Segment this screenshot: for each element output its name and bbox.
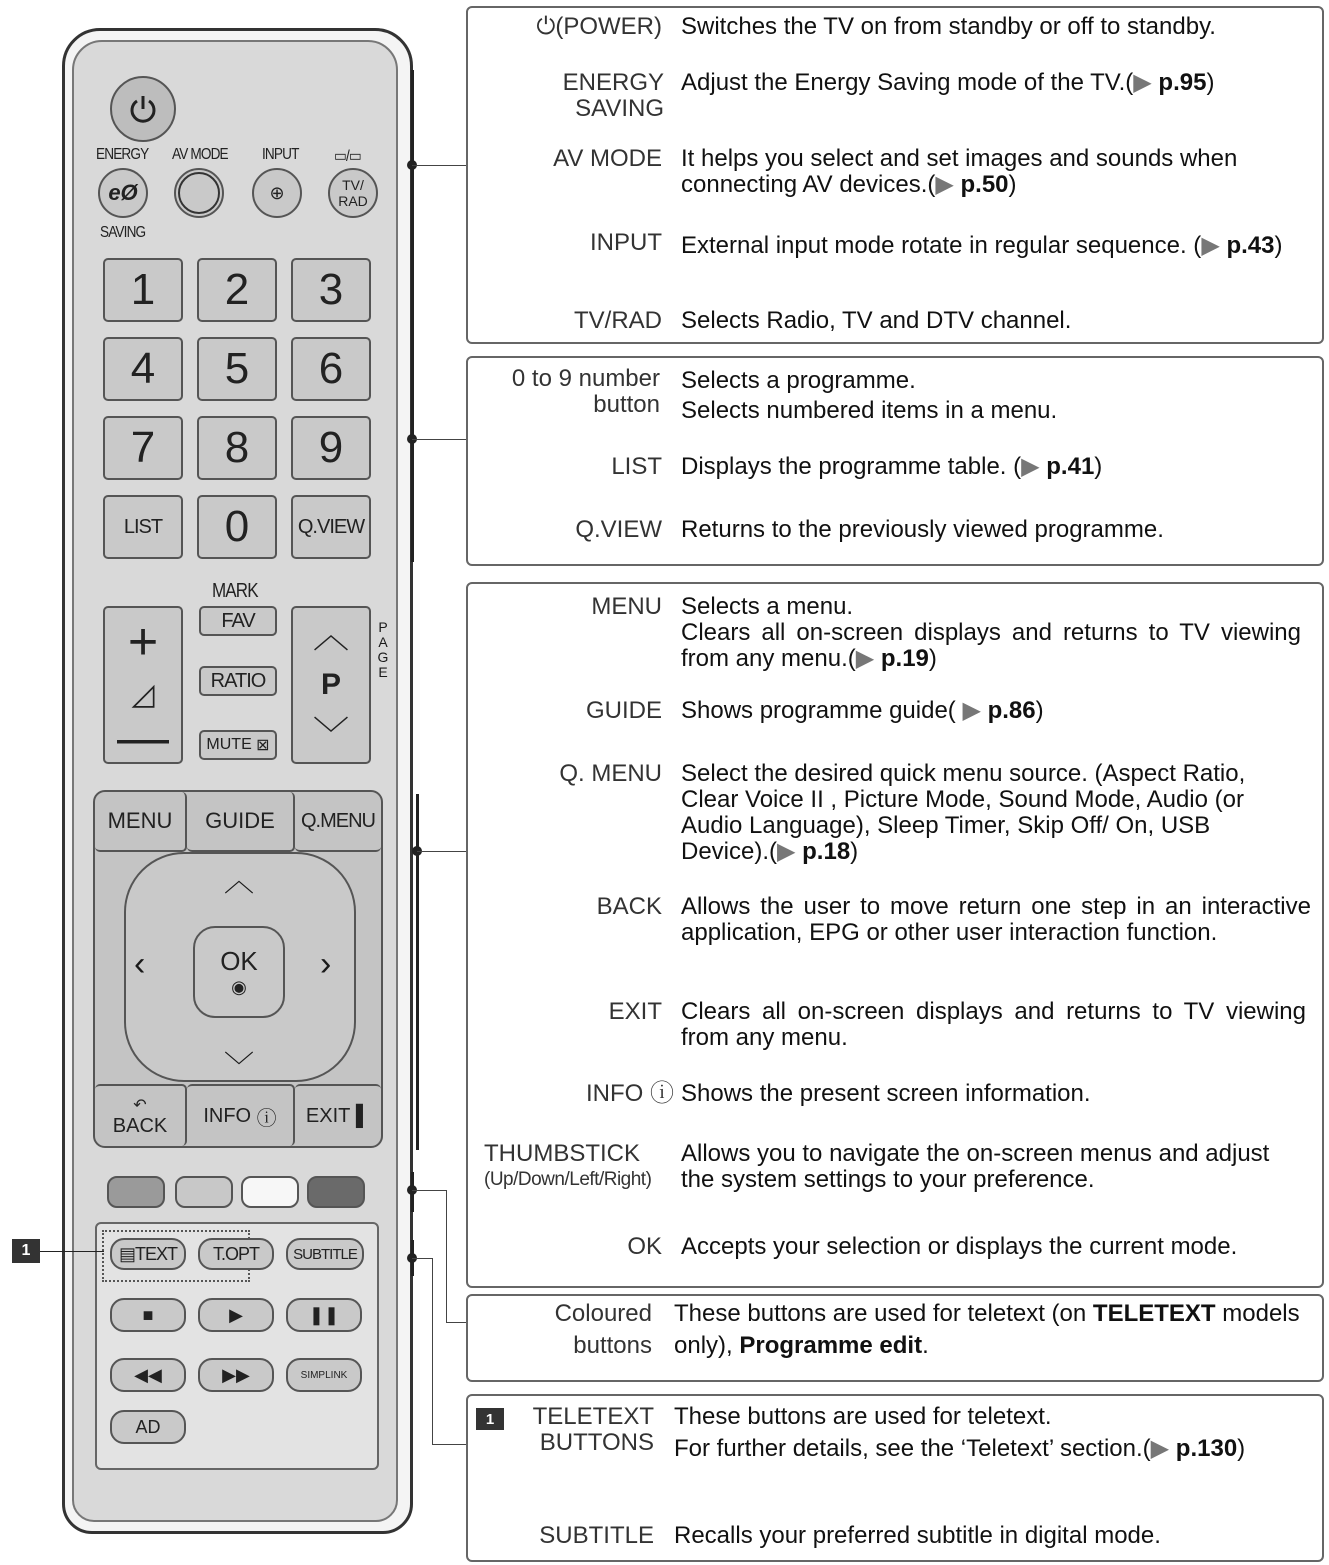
bracket-line: [411, 266, 414, 562]
power-icon: ⏻: [536, 13, 556, 40]
number-7-button[interactable]: 7: [103, 416, 183, 480]
circle-icon: [178, 172, 220, 214]
programme-rocker[interactable]: [291, 606, 371, 764]
arrow-icon: ▶: [855, 645, 881, 672]
yellow-button[interactable]: [241, 1176, 299, 1208]
input-button[interactable]: [252, 168, 302, 218]
mute-icon: ⊠: [251, 737, 270, 754]
row-label: Q. MENU: [559, 760, 662, 787]
qview-button[interactable]: Q.VIEW: [291, 495, 371, 559]
pause-button[interactable]: [286, 1298, 362, 1332]
info-icon: ⓘ: [643, 1080, 674, 1107]
connector-line: [412, 1190, 446, 1191]
row-label: Q.VIEW: [575, 516, 662, 543]
row-desc: Selects Radio, TV and DTV channel.: [681, 307, 1072, 334]
row-desc: These buttons are used for teletext (on TELETEXT models only), Programme edit.: [674, 1300, 1300, 1359]
mute-label: MUTE: [206, 736, 252, 753]
input-icon: ⊕: [269, 182, 285, 203]
pause-icon: ❚❚: [308, 1304, 340, 1325]
row-label: EXIT: [608, 998, 662, 1025]
ad-button[interactable]: AD: [110, 1410, 186, 1444]
arrow-icon: ▶: [935, 171, 961, 198]
volume-rocker[interactable]: [103, 606, 183, 767]
chevron-down-icon: ﹀: [312, 714, 349, 755]
row-label: INFO ⓘ: [586, 1080, 674, 1107]
number-2-button[interactable]: 2: [197, 258, 277, 322]
topt-button[interactable]: T.OPT: [198, 1238, 274, 1270]
connector-line: [446, 1322, 468, 1323]
row-label: 0 to 9 number button: [511, 365, 660, 418]
row-label: TELETEXT BUTTONS: [532, 1403, 654, 1456]
av-mode-button[interactable]: [174, 168, 224, 218]
arrow-icon: ▶: [1201, 232, 1227, 259]
fav-button[interactable]: FAV: [199, 606, 277, 636]
row-label: ENERGY SAVING: [562, 69, 664, 122]
fast-forward-button[interactable]: [198, 1358, 274, 1392]
callout-badge: 1: [12, 1239, 40, 1263]
back-button[interactable]: ↶ BACK: [95, 1084, 187, 1146]
mute-button[interactable]: [199, 730, 277, 760]
row-desc: Allows you to navigate the on-screen menus and adjust the system settings to your preference.: [681, 1140, 1270, 1193]
tv-rad-label: TV/ RAD: [338, 177, 368, 209]
number-8-button[interactable]: 8: [197, 416, 277, 480]
row-desc: Accepts your selection or displays the current mode.: [681, 1233, 1238, 1260]
info-icon: ⓘ: [251, 1107, 277, 1130]
row-desc: External input mode rotate in regular sequence. (▶ p.43): [681, 232, 1283, 259]
connector-line: [412, 1258, 432, 1259]
blue-button[interactable]: [307, 1176, 365, 1208]
callout-line: [40, 1251, 104, 1252]
page-label: PAGE: [377, 619, 389, 680]
row-label: SUBTITLE: [539, 1522, 654, 1549]
row-label: MENU: [591, 593, 662, 620]
connector-line: [432, 1444, 468, 1445]
simplink-logo: SIMPLINK: [300, 1369, 348, 1381]
exit-button[interactable]: EXIT ▌: [295, 1084, 381, 1146]
energy-saving-button[interactable]: [98, 168, 148, 218]
row-desc: Selects a menu. Clears all on-screen displays and returns to TV viewing from any menu.(▶ p.19): [681, 593, 1301, 672]
power-icon: [126, 92, 160, 126]
energy-label: ENERGY: [96, 146, 149, 163]
number-5-button[interactable]: 5: [197, 337, 277, 401]
arrow-icon: ▶: [1133, 69, 1159, 96]
row-desc: Adjust the Energy Saving mode of the TV.(▶ p.95): [681, 69, 1215, 96]
fast-forward-icon: ▶▶: [222, 1364, 250, 1385]
guide-button[interactable]: GUIDE: [187, 792, 295, 852]
play-button[interactable]: [198, 1298, 274, 1332]
row-label: BACK: [596, 893, 662, 920]
number-9-button[interactable]: 9: [291, 416, 371, 480]
number-3-button[interactable]: 3: [291, 258, 371, 322]
red-button[interactable]: [107, 1176, 165, 1208]
row-desc: Allows the user to move return one step in an interactive application, EPG or other user interaction function.: [681, 893, 1311, 946]
row-label: THUMBSTICK (Up/Down/Left/Right): [484, 1140, 652, 1190]
row-desc: Select the desired quick menu source. (Aspect Ratio, Clear Voice II , Picture Mode, Sound Mode, Audio (or Audio Language), Sleep Timer, Skip Off/ On, USB Device).(▶ p.18): [681, 760, 1246, 865]
power-button[interactable]: [110, 76, 176, 142]
connector-line: [446, 1190, 447, 1322]
tv-rad-icon: ▭/▭: [334, 148, 361, 165]
exit-icon: ▌: [350, 1104, 371, 1127]
text-icon: ▤: [118, 1243, 135, 1264]
mark-label: MARK: [212, 580, 258, 602]
row-desc: Returns to the previously viewed programme.: [681, 516, 1164, 543]
row-desc: These buttons are used for teletext. For further details, see the ‘Teletext’ section.(▶ p.130): [674, 1403, 1246, 1462]
row-desc: Displays the programme table. (▶ p.41): [681, 453, 1103, 480]
list-button[interactable]: LIST: [103, 495, 183, 559]
row-desc: It helps you select and set images and sounds when connecting AV devices.(▶ p.50): [681, 145, 1238, 198]
leaf-icon: eØ: [108, 180, 138, 205]
number-6-button[interactable]: 6: [291, 337, 371, 401]
connector-line: [432, 1258, 433, 1444]
stop-button[interactable]: [110, 1298, 186, 1332]
row-label: GUIDE: [585, 697, 662, 724]
row-label: LIST: [611, 453, 662, 480]
ratio-button[interactable]: RATIO: [199, 666, 277, 696]
row-label: OK: [627, 1233, 662, 1260]
input-label: INPUT: [262, 146, 299, 163]
qmenu-button[interactable]: Q.MENU: [295, 792, 381, 852]
row-label: INPUT: [590, 229, 662, 256]
saving-label: SAVING: [100, 224, 146, 241]
row-label: Coloured buttons: [554, 1300, 652, 1359]
chevron-up-icon: ︿: [312, 614, 349, 655]
back-arrow-icon: ↶: [133, 1096, 147, 1114]
plus-icon: +: [127, 613, 159, 671]
arrow-down-icon[interactable]: ﹀: [224, 1051, 254, 1084]
info-button[interactable]: INFO ⓘ: [187, 1084, 295, 1146]
row-label: AV MODE: [553, 145, 662, 172]
row-desc: Switches the TV on from standby or off to standby.: [681, 13, 1216, 40]
stop-icon: ■: [142, 1304, 154, 1325]
arrow-right-icon[interactable]: ›: [320, 945, 332, 983]
number-1-button[interactable]: 1: [103, 258, 183, 322]
rewind-icon: ◀◀: [134, 1364, 162, 1385]
simplink-button[interactable]: [286, 1358, 362, 1392]
callout-badge: 1: [476, 1408, 504, 1430]
rewind-button[interactable]: [110, 1358, 186, 1392]
row-label: ⏻(POWER): [536, 13, 662, 40]
arrow-up-icon[interactable]: ︿: [224, 865, 254, 898]
menu-button[interactable]: MENU: [95, 792, 187, 852]
subtitle-button[interactable]: SUBTITLE: [286, 1238, 364, 1270]
minus-icon: —: [117, 709, 169, 767]
connector-line: [412, 165, 468, 166]
arrow-icon: ▶: [955, 697, 988, 724]
play-icon: ▶: [229, 1304, 243, 1325]
arrow-icon: ▶: [777, 838, 803, 865]
row-desc: Shows programme guide( ▶ p.86): [681, 697, 1044, 724]
arrow-left-icon[interactable]: ‹: [134, 945, 146, 983]
ok-button[interactable]: OK ◉: [193, 926, 285, 1018]
arrow-icon: ▶: [1021, 453, 1047, 480]
text-button[interactable]: ▤ TEXT: [110, 1238, 186, 1270]
tv-rad-button[interactable]: [328, 168, 378, 218]
number-4-button[interactable]: 4: [103, 337, 183, 401]
green-button[interactable]: [175, 1176, 233, 1208]
connector-line: [412, 439, 468, 440]
row-desc: Clears all on-screen displays and returns to TV viewing from any menu.: [681, 998, 1306, 1051]
row-desc: Selects a programme. Selects numbered items in a menu.: [681, 367, 1058, 424]
row-desc: Shows the present screen information.: [681, 1080, 1091, 1107]
arrow-icon: ▶: [1150, 1435, 1176, 1462]
row-label: TV/RAD: [573, 307, 662, 334]
connector-line: [417, 851, 468, 852]
programme-label: P: [320, 668, 341, 701]
av-mode-label: AV MODE: [172, 146, 228, 163]
ok-dot-icon: ◉: [231, 977, 247, 997]
bracket-line: [411, 70, 414, 270]
volume-icon: ◿: [131, 678, 155, 711]
row-desc: Recalls your preferred subtitle in digital mode.: [674, 1522, 1161, 1549]
number-0-button[interactable]: 0: [197, 495, 277, 559]
